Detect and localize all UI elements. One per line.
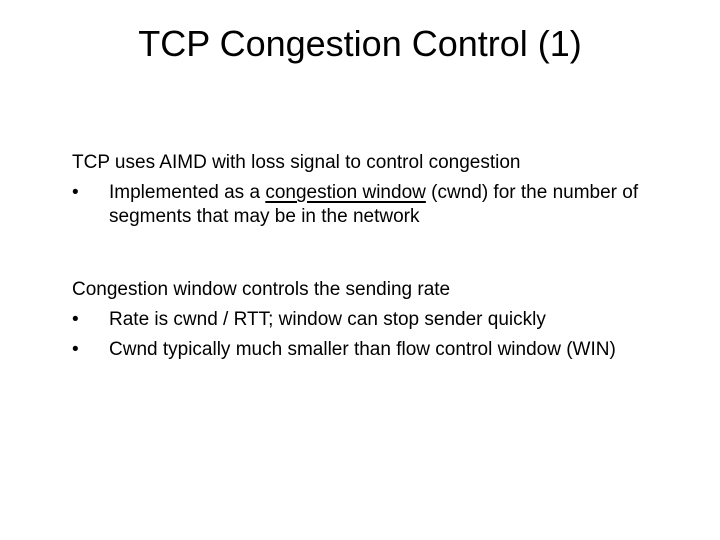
bullet-rate <box>72 308 692 332</box>
section-heading-sending-rate: Congestion window controls the sending rate <box>72 279 451 300</box>
bullet-text-after: (cwnd) for the number of segments that may be in the network <box>109 182 639 227</box>
bullet-dot: • <box>72 309 79 330</box>
slide-title: TCP Congestion Control (1) <box>138 23 582 64</box>
section-aimd <box>72 151 692 229</box>
bullet-text-rate: Rate is cwnd / RTT; window can stop sender quickly <box>109 309 546 330</box>
bullet-dot: • <box>72 182 79 203</box>
bullet-text-before: Implemented as a <box>109 182 266 203</box>
section-sending-rate <box>72 278 692 362</box>
bullet-dot: • <box>72 339 79 360</box>
bullet-cwnd-vs-win <box>72 338 692 362</box>
bullet-congestion-window <box>72 181 692 229</box>
section-heading-aimd: TCP uses AIMD with loss signal to control congestion <box>72 152 521 173</box>
underlined-term-congestion-window: congestion window <box>265 182 426 203</box>
bullet-text-cwnd-vs-win: Cwnd typically much smaller than flow control window (WIN) <box>109 339 616 360</box>
